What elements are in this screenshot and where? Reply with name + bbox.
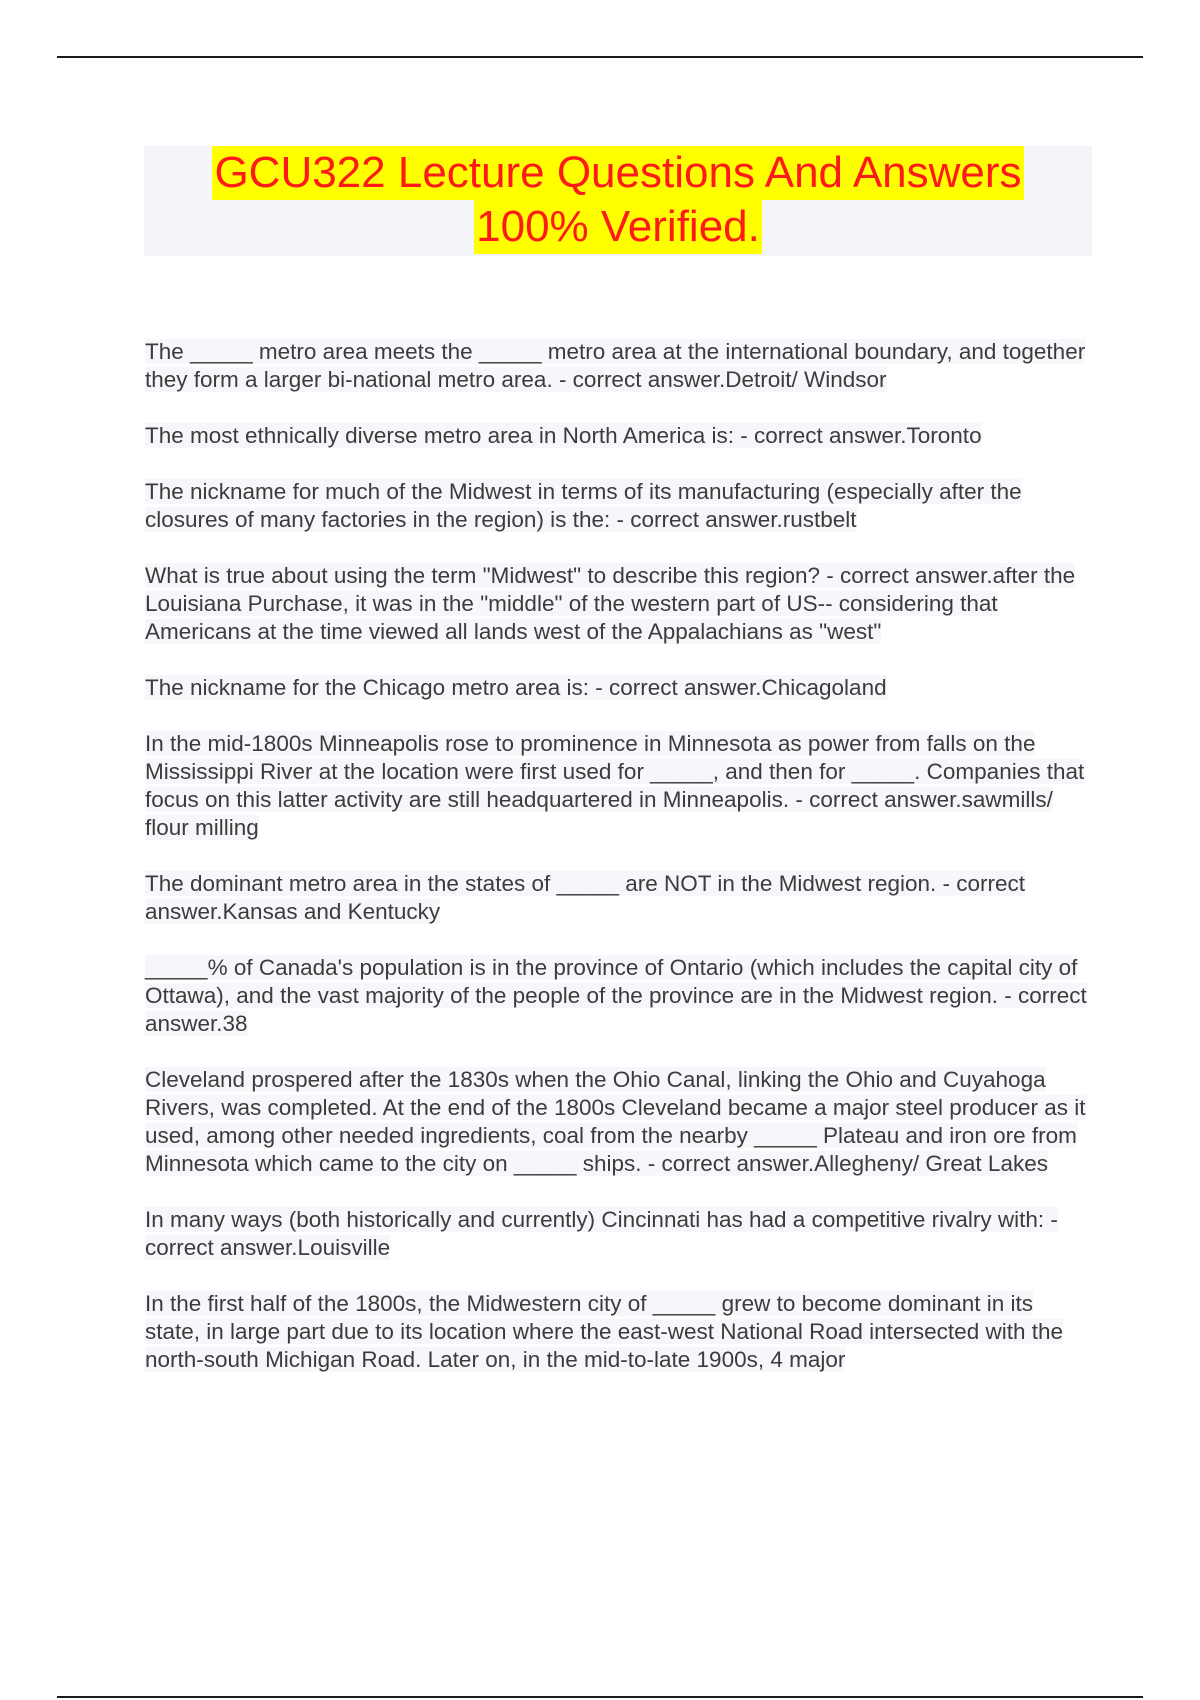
qa-text: The nickname for much of the Midwest in terms of its manufacturing (especially after the closures of many factories in the region) is the: - correct answer.rustbelt (145, 479, 1022, 532)
qa-item (145, 1206, 1090, 1262)
qa-text: The nickname for the Chicago metro area is: - correct answer.Chicagoland (145, 675, 887, 700)
qa-text: _____% of Canada's population is in the province of Ontario (which includes the capital city of Ottawa), and the vast majority of the people of the province are in the Midwest region. - correct answer.38 (145, 955, 1087, 1036)
qa-text: The dominant metro area in the states of _____ are NOT in the Midwest region. - correct answer.Kansas and Kentucky (145, 871, 1026, 924)
title-row-1 (144, 146, 1092, 200)
title-row-2 (144, 200, 1092, 254)
qa-item (145, 562, 1090, 646)
qa-text: The _____ metro area meets the _____ metro area at the international boundary, and together they form a larger bi-national metro area. - correct answer.Detroit/ Windsor (145, 339, 1086, 392)
top-divider (57, 56, 1143, 58)
qa-item (145, 478, 1090, 534)
document-title-line-1: GCU322 Lecture Questions And Answers (212, 146, 1023, 200)
qa-list (145, 338, 1090, 1402)
document-title-line-2: 100% Verified. (474, 200, 762, 254)
qa-item (145, 1290, 1090, 1374)
qa-item (145, 674, 1090, 702)
qa-text: Cleveland prospered after the 1830s when the Ohio Canal, linking the Ohio and Cuyahoga Rivers, was completed. At the end of the 1800s Cleveland became a major steel producer as it used, among other needed ingredients, coal from the nearby _____ Plateau and iron ore from Minnesota which came to the city on _____ ships. - correct answer.Allegheny/ Great Lakes (145, 1067, 1086, 1176)
qa-item (145, 730, 1090, 842)
title-box (144, 146, 1092, 256)
qa-text: In the first half of the 1800s, the Midwestern city of _____ grew to become dominant in its state, in large part due to its location where the east-west National Road intersected with the north-south Michigan Road. Later on, in the mid-to-late 1900s, 4 major (145, 1291, 1064, 1372)
qa-item (145, 422, 1090, 450)
qa-item (145, 338, 1090, 394)
qa-text: In the mid-1800s Minneapolis rose to prominence in Minnesota as power from falls on the Mississippi River at the location were first used for _____, and then for _____. Companies that focus on this latter activity are still headquartered in Minneapolis. - correct answer.sawmills/ flour milling (145, 731, 1085, 840)
qa-item (145, 1066, 1090, 1178)
qa-item (145, 954, 1090, 1038)
qa-item (145, 870, 1090, 926)
bottom-divider (57, 1696, 1143, 1698)
qa-text: What is true about using the term "Midwest" to describe this region? - correct answer.after the Louisiana Purchase, it was in the "middle" of the western part of US-- considering that Americans at the time viewed all lands west of the Appalachians as "west" (145, 563, 1076, 644)
qa-text: In many ways (both historically and currently) Cincinnati has had a competitive rivalry with: - correct answer.Louisville (145, 1207, 1058, 1260)
qa-text: The most ethnically diverse metro area in North America is: - correct answer.Toronto (145, 423, 982, 448)
